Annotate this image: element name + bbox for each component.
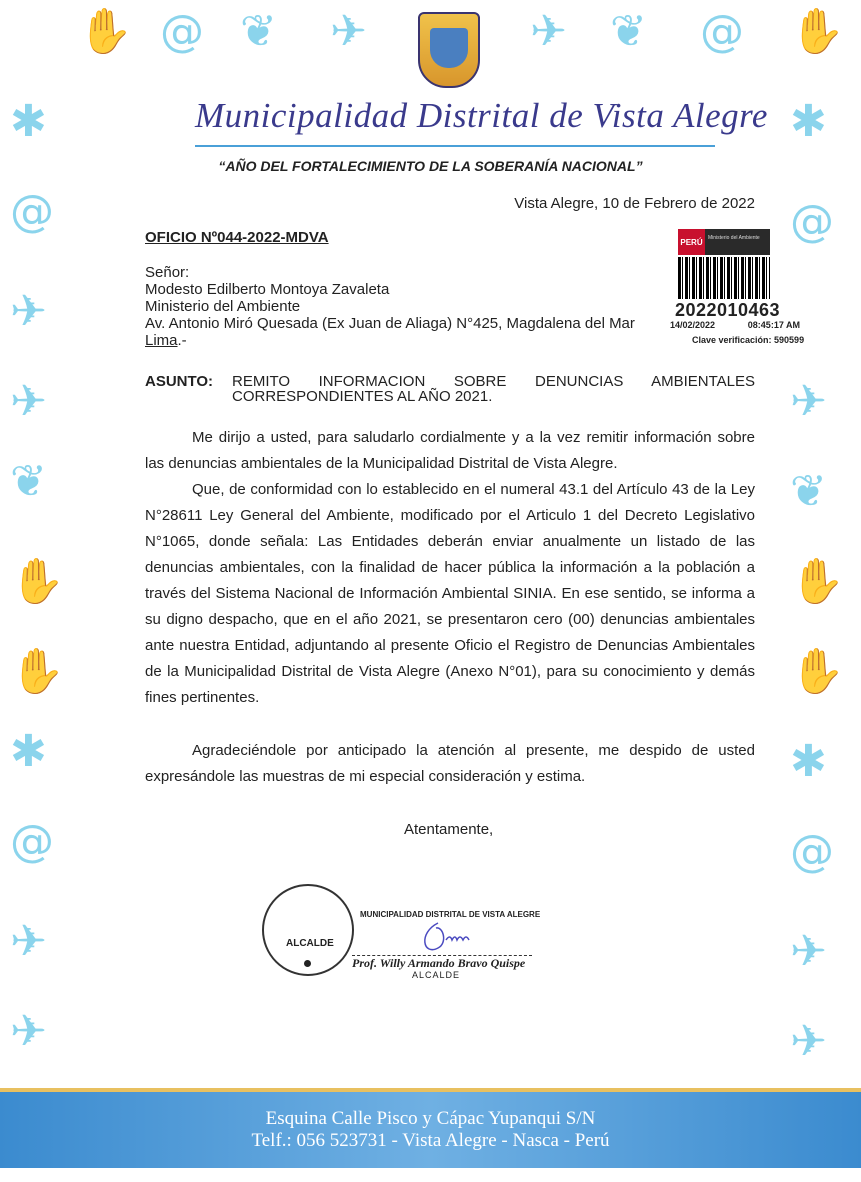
- municipal-crest-logo: [418, 12, 480, 88]
- receipt-date: 14/02/2022: [670, 320, 716, 330]
- receipt-time: 08:45:17 AM: [747, 320, 800, 330]
- nazca-tree-icon: ❦: [10, 456, 47, 507]
- nazca-spiral-icon: @: [160, 6, 204, 57]
- nazca-spider-icon: ✱: [790, 96, 827, 147]
- letterhead-footer: [0, 1088, 861, 1168]
- footer-contact: Telf.: 056 523731 - Vista Alegre - Nasca - Perú: [251, 1130, 610, 1151]
- subject-line-1: REMITO INFORMACION SOBRE DENUNCIAS AMBIENTALES: [232, 373, 755, 390]
- nazca-bird-icon: ✈: [10, 286, 47, 337]
- recipient-block: [145, 264, 635, 349]
- nazca-spiral-icon: @: [10, 186, 54, 237]
- seal-role: ALCALDE: [286, 938, 334, 949]
- verification-code: Clave verificación: 590599: [692, 335, 805, 345]
- seal-dot: [304, 960, 311, 967]
- nazca-spider-icon: ✱: [790, 736, 827, 787]
- ministry-label: Ministerio del Ambiente: [705, 229, 770, 255]
- reception-stamp: [678, 229, 770, 301]
- barcode-number: 2022010463: [674, 300, 781, 320]
- year-motto: “AÑO DEL FORTALECIMIENTO DE LA SOBERANÍA NACIONAL”: [218, 158, 643, 174]
- document-number: OFICIO Nº044-2022-MDVA: [145, 229, 329, 246]
- subject-line-2: CORRESPONDIENTES AL AÑO 2021.: [232, 388, 493, 405]
- signer-role: ALCALDE: [412, 970, 461, 980]
- letterhead-title: Municipalidad Distrital de Vista Alegre: [195, 96, 768, 135]
- signature-org: MUNICIPALIDAD DISTRITAL DE VISTA ALEGRE: [360, 910, 541, 919]
- nazca-spiral-icon: @: [700, 6, 744, 57]
- nazca-spider-icon: ✱: [10, 726, 47, 777]
- nazca-tree-icon: ❦: [610, 6, 647, 57]
- barcode: [678, 257, 770, 299]
- nazca-tree-icon: ❦: [240, 6, 277, 57]
- salutation: Señor:: [145, 264, 190, 281]
- letter-body: [145, 425, 755, 711]
- peru-label: PERÚ: [678, 229, 705, 255]
- recipient-address: Av. Antonio Miró Quesada (Ex Juan de Aliaga) N°425, Magdalena del Mar: [145, 315, 635, 332]
- nazca-monkey-icon: ✋: [78, 6, 133, 57]
- nazca-hand-icon: ✋: [790, 556, 845, 607]
- nazca-bird-icon: ✈: [10, 1006, 47, 1057]
- footer-address: Esquina Calle Pisco y Cápac Yupanqui S/N: [265, 1108, 596, 1129]
- nazca-bird-icon: ✈: [790, 376, 827, 427]
- nazca-bird-icon: ✈: [530, 6, 567, 57]
- nazca-tree-icon: ❦: [790, 466, 827, 517]
- nazca-hand-icon: ✋: [10, 646, 65, 697]
- body-paragraph: Que, de conformidad con lo establecido en el numeral 43.1 del Artículo 43 de la Ley N°28611 Ley General del Ambiente, modificado por el Articulo 1 del Decreto Legislativo N°1065, donde señala: Las Entidades deberán enviar anualmente un listado de las denuncias ambientales, con la finalidad de hacer pública la información a la población a través del Sistema Nacional de Información Ambiental SINIA. En ese sentido, se informa a su digno despacho, que en el año 2021, se presentaron cero (00) denuncias ambientales ante nuestra Entidad, adjuntando al presente Oficio el Registro de Denuncias Ambientales de la Municipalidad Distrital de Vista Alegre (Anexo N°01), para su conocimiento y demás fines pertinentes.: [145, 481, 755, 706]
- nazca-hand-icon: ✋: [790, 6, 845, 57]
- recipient-org: Ministerio del Ambiente: [145, 298, 301, 315]
- recipient-city: Lima: [145, 332, 178, 349]
- nazca-bird-icon: ✈: [790, 1016, 827, 1067]
- recipient-name: Modesto Edilberto Montoya Zavaleta: [145, 281, 390, 298]
- letter-date: Vista Alegre, 10 de Febrero de 2022: [514, 195, 755, 212]
- nazca-bird-icon: ✈: [330, 6, 367, 57]
- nazca-hand-icon: ✋: [790, 646, 845, 697]
- handwritten-signature: [418, 918, 488, 958]
- nazca-spider-icon: ✱: [10, 96, 47, 147]
- letterhead-divider: [195, 145, 715, 147]
- nazca-spiral-icon: @: [790, 196, 834, 247]
- nazca-bird-icon: ✈: [10, 376, 47, 427]
- official-seal: [262, 884, 354, 976]
- thanks-paragraph: Agradeciéndole por anticipado la atención al presente, me despido de usted expresándole las muestras de mi especial consideración y estima.: [145, 742, 755, 785]
- closing: Atentamente,: [404, 821, 494, 838]
- nazca-spiral-icon: @: [790, 826, 834, 877]
- signer-name: Prof. Willy Armando Bravo Quispe: [352, 956, 526, 970]
- nazca-hand-icon: ✋: [10, 556, 65, 607]
- city-suffix: .-: [177, 332, 187, 349]
- body-paragraph: Me dirijo a usted, para saludarlo cordialmente y a la vez remitir información sobre las denuncias ambientales de la Municipalidad Distrital de Vista Alegre.: [145, 429, 755, 472]
- nazca-bird-icon: ✈: [790, 926, 827, 977]
- nazca-spiral-icon: @: [10, 816, 54, 867]
- nazca-bird-icon: ✈: [10, 916, 47, 967]
- subject-label: ASUNTO:: [145, 373, 214, 390]
- subject-block: [145, 374, 755, 404]
